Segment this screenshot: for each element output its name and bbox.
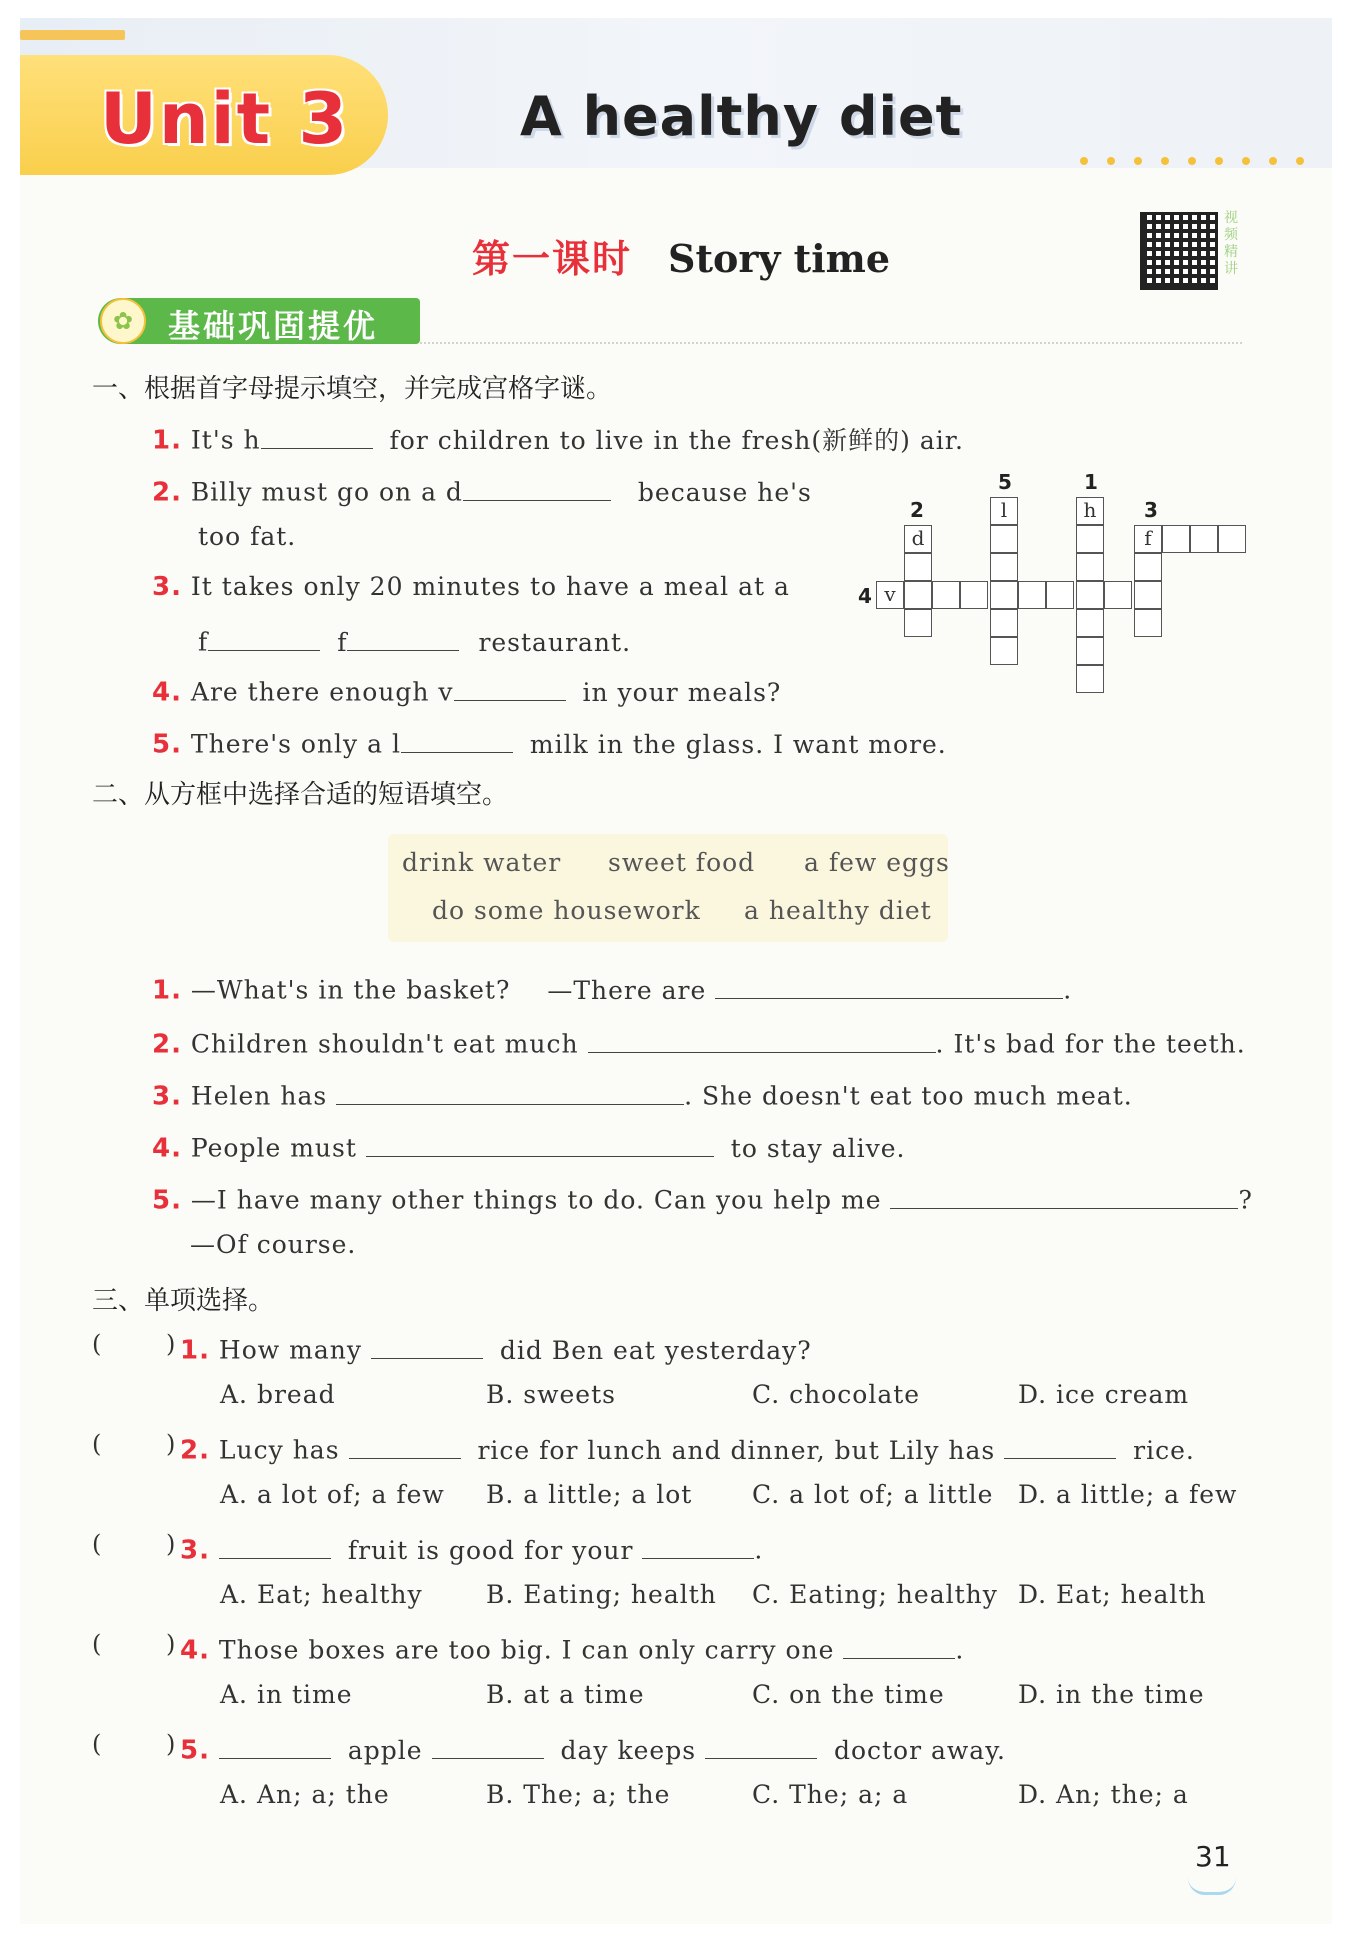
crossword-cell[interactable]: [1134, 609, 1162, 637]
crossword-cell[interactable]: [1104, 581, 1132, 609]
crossword-cell[interactable]: [1076, 525, 1104, 553]
answer-paren-close[interactable]: ): [166, 1330, 176, 1358]
answer-blank[interactable]: [336, 1076, 684, 1105]
answer-blank[interactable]: [715, 970, 1063, 999]
crossword-cell[interactable]: [1218, 525, 1246, 553]
question-number: 5.: [152, 729, 182, 760]
option-b[interactable]: B. sweets: [486, 1380, 616, 1409]
crossword-cell[interactable]: [1076, 637, 1104, 665]
answer-blank[interactable]: [705, 1730, 817, 1759]
question-number: 1.: [152, 425, 182, 456]
question-text: .: [955, 1635, 965, 1665]
word-option: a few eggs: [804, 848, 950, 877]
question-text: People must: [190, 1133, 357, 1163]
crossword-cell[interactable]: l: [990, 497, 1018, 525]
question-number: 3.: [152, 572, 182, 602]
question-text: Helen has: [190, 1081, 328, 1111]
s3-question-4: [180, 1630, 964, 1666]
answer-blank[interactable]: [463, 472, 611, 501]
question-text: ?: [1238, 1185, 1253, 1215]
crossword-number: 5: [998, 470, 1012, 494]
question-number: 4.: [152, 1133, 182, 1164]
answer-blank[interactable]: [371, 1330, 483, 1359]
page-number: 31: [1195, 1840, 1231, 1873]
question-text: It takes only 20 minutes to have a meal at a: [190, 572, 790, 601]
lesson-title-en: Story time: [668, 236, 891, 281]
crossword-number: 2: [910, 498, 924, 522]
question-text: did Ben eat yesterday?: [499, 1335, 812, 1365]
option-c[interactable]: C. chocolate: [752, 1380, 921, 1409]
answer-paren-open[interactable]: (: [92, 1530, 102, 1558]
question-text: apple: [347, 1735, 423, 1765]
question-number: 5.: [180, 1735, 210, 1766]
word-option: do some housework: [432, 896, 701, 925]
answer-paren-open[interactable]: (: [92, 1730, 102, 1758]
crossword-cell[interactable]: [990, 637, 1018, 665]
crossword-cell[interactable]: [1134, 553, 1162, 581]
unit-title: Unit 3: [100, 78, 350, 160]
question-text: —What's in the basket?: [190, 975, 511, 1005]
answer-blank[interactable]: [261, 420, 373, 449]
answer-blank[interactable]: [401, 724, 513, 753]
crossword-cell[interactable]: [990, 525, 1018, 553]
section2-heading: 二、从方框中选择合适的短语填空。: [92, 780, 509, 810]
option-a[interactable]: A. An; a; the: [220, 1780, 390, 1809]
question-text: Children shouldn't eat much: [190, 1029, 579, 1059]
answer-blank[interactable]: [843, 1630, 955, 1659]
crossword-cell[interactable]: [1162, 525, 1190, 553]
question-number: 2.: [152, 477, 182, 508]
question-text: fruit is good for your: [347, 1535, 634, 1565]
crossword-cell[interactable]: [904, 609, 932, 637]
option-a[interactable]: A. a lot of; a few: [220, 1480, 445, 1509]
qr-code-icon[interactable]: [1140, 212, 1218, 290]
lesson-title: [472, 228, 890, 283]
question-text: doctor away.: [833, 1735, 1006, 1765]
crossword-cell[interactable]: [990, 609, 1018, 637]
question-text: .: [1063, 975, 1073, 1005]
crossword-cell[interactable]: [1076, 581, 1104, 609]
s3-question-3: [180, 1530, 763, 1566]
answer-paren-open[interactable]: (: [92, 1630, 102, 1658]
question-text: Lucy has: [218, 1435, 340, 1465]
crossword-cell[interactable]: [990, 581, 1018, 609]
question-text: rice for lunch and dinner, but Lily has: [477, 1435, 996, 1465]
s1-question-3-cont: [198, 622, 631, 657]
s1-question-1: [152, 420, 964, 457]
crossword-number: 3: [1144, 498, 1158, 522]
crossword-cell[interactable]: [932, 581, 960, 609]
s3-question-1: [180, 1330, 812, 1366]
option-b[interactable]: B. The; a; the: [486, 1780, 671, 1809]
header-dots: [1080, 150, 1323, 169]
s1-question-2: [152, 472, 812, 508]
unit-subtitle: A healthy diet: [520, 85, 963, 148]
option-b[interactable]: B. a little; a lot: [486, 1480, 693, 1509]
answer-blank[interactable]: [1004, 1430, 1116, 1459]
answer-paren-open[interactable]: (: [92, 1430, 102, 1458]
crossword-cell[interactable]: v: [876, 581, 904, 609]
answer-paren-close[interactable]: ): [166, 1430, 176, 1458]
section-banner-label: 基础巩固提优: [168, 307, 379, 345]
option-b[interactable]: B. Eating; health: [486, 1580, 717, 1609]
option-d[interactable]: D. Eat; health: [1018, 1580, 1207, 1609]
question-number: 1.: [152, 975, 182, 1006]
option-c[interactable]: C. a lot of; a little: [752, 1480, 994, 1509]
question-text: milk in the glass. I want more.: [529, 729, 947, 759]
answer-blank[interactable]: [349, 1430, 461, 1459]
s2-question-4: [152, 1128, 905, 1164]
question-text: in your meals?: [582, 677, 782, 707]
option-d[interactable]: D. in the time: [1018, 1680, 1205, 1709]
question-text: Are there enough v: [190, 677, 454, 707]
word-option: sweet food: [608, 848, 756, 877]
question-number: 2.: [180, 1435, 210, 1466]
s1-question-3: [152, 572, 790, 602]
question-number: 3.: [180, 1535, 210, 1566]
option-c[interactable]: C. on the time: [752, 1680, 945, 1709]
question-text: Those boxes are too big. I can only carry one: [218, 1635, 835, 1665]
answer-blank[interactable]: [219, 1530, 331, 1559]
option-a[interactable]: A. Eat; healthy: [220, 1580, 423, 1609]
answer-paren-close[interactable]: ): [166, 1630, 176, 1658]
option-d[interactable]: D. ice cream: [1018, 1380, 1190, 1409]
crossword-number: 4: [858, 584, 872, 608]
section1-heading: 一、根据首字母提示填空，并完成宫格字谜。: [92, 374, 613, 404]
question-number: 1.: [180, 1335, 210, 1366]
s1-question-2-cont: too fat.: [198, 522, 297, 551]
answer-blank[interactable]: [642, 1530, 754, 1559]
question-number: 3.: [152, 1081, 182, 1112]
answer-blank[interactable]: [454, 672, 566, 701]
question-text: day keeps: [560, 1735, 697, 1765]
crossword-cell[interactable]: [904, 553, 932, 581]
section3-heading: 三、单项选择。: [92, 1286, 275, 1316]
qr-label: 视频精讲: [1224, 210, 1238, 277]
answer-blank[interactable]: [432, 1730, 544, 1759]
answer-blank[interactable]: [208, 622, 320, 651]
crossword-number: 1: [1084, 470, 1098, 494]
s2-question-5-reply: —Of course.: [190, 1230, 357, 1259]
answer-blank[interactable]: [219, 1730, 331, 1759]
s2-question-5: [152, 1180, 1253, 1216]
header-stripe: [20, 30, 125, 40]
option-a[interactable]: A. bread: [220, 1380, 336, 1409]
s2-question-1: [152, 970, 1072, 1006]
question-text: It's h: [190, 425, 261, 455]
question-text: Billy must go on a d: [190, 477, 463, 507]
question-number: 4.: [180, 1635, 210, 1666]
question-number: 5.: [152, 1185, 182, 1216]
crossword-cell[interactable]: h: [1076, 497, 1104, 525]
option-b[interactable]: B. at a time: [486, 1680, 645, 1709]
option-c[interactable]: C. Eating; healthy: [752, 1580, 998, 1609]
lesson-title-cn: 第一课时: [472, 236, 633, 281]
answer-blank[interactable]: [347, 622, 459, 651]
divider: [420, 342, 1242, 344]
question-text: How many: [218, 1335, 362, 1365]
letter-hint: f: [337, 627, 348, 657]
question-text: to stay alive.: [730, 1133, 906, 1163]
crossword-cell[interactable]: [1076, 609, 1104, 637]
question-text: because he's: [637, 477, 812, 507]
question-text: There's only a l: [190, 729, 401, 759]
question-text: restaurant.: [478, 627, 632, 657]
question-text: .: [754, 1535, 764, 1565]
lightbulb-icon: ✿: [100, 298, 146, 344]
option-d[interactable]: D. a little; a few: [1018, 1480, 1238, 1509]
question-text: —There are: [547, 975, 707, 1005]
s3-question-5: [180, 1730, 1006, 1766]
crossword-cell[interactable]: [1018, 581, 1046, 609]
crossword-cell[interactable]: [1134, 581, 1162, 609]
question-number: 2.: [152, 1029, 182, 1060]
question-text: —I have many other things to do. Can you help me: [190, 1185, 882, 1215]
s2-question-2: [152, 1024, 1246, 1060]
answer-paren-open[interactable]: (: [92, 1330, 102, 1358]
crossword-cell[interactable]: [904, 581, 932, 609]
crossword-cell[interactable]: [990, 553, 1018, 581]
question-text: for children to live in the fresh(新鲜的) air.: [389, 425, 964, 455]
s1-question-5: [152, 724, 947, 760]
answer-paren-close[interactable]: ): [166, 1730, 176, 1758]
crossword-cell[interactable]: [960, 581, 988, 609]
option-c[interactable]: C. The; a; a: [752, 1780, 909, 1809]
crossword-cell[interactable]: [1076, 553, 1104, 581]
option-a[interactable]: A. in time: [220, 1680, 353, 1709]
question-number: 4.: [152, 677, 182, 708]
s1-question-4: [152, 672, 781, 708]
answer-blank[interactable]: [890, 1180, 1238, 1209]
s3-question-2: [180, 1430, 1195, 1466]
word-option: a healthy diet: [744, 896, 932, 925]
option-d[interactable]: D. An; the; a: [1018, 1780, 1189, 1809]
crossword-cell[interactable]: [1190, 525, 1218, 553]
answer-paren-close[interactable]: ): [166, 1530, 176, 1558]
question-text: rice.: [1133, 1435, 1195, 1465]
letter-hint: f: [198, 627, 209, 657]
word-option: drink water: [402, 848, 562, 877]
crossword-cell[interactable]: [1046, 581, 1074, 609]
question-text: . She doesn't eat too much meat.: [684, 1081, 1133, 1111]
crossword-cell[interactable]: [1076, 665, 1104, 693]
crossword-cell[interactable]: f: [1134, 525, 1162, 553]
answer-blank[interactable]: [366, 1128, 714, 1157]
answer-blank[interactable]: [588, 1024, 936, 1053]
crossword-cell[interactable]: d: [904, 525, 932, 553]
s2-question-3: [152, 1076, 1133, 1112]
question-text: . It's bad for the teeth.: [935, 1029, 1246, 1059]
